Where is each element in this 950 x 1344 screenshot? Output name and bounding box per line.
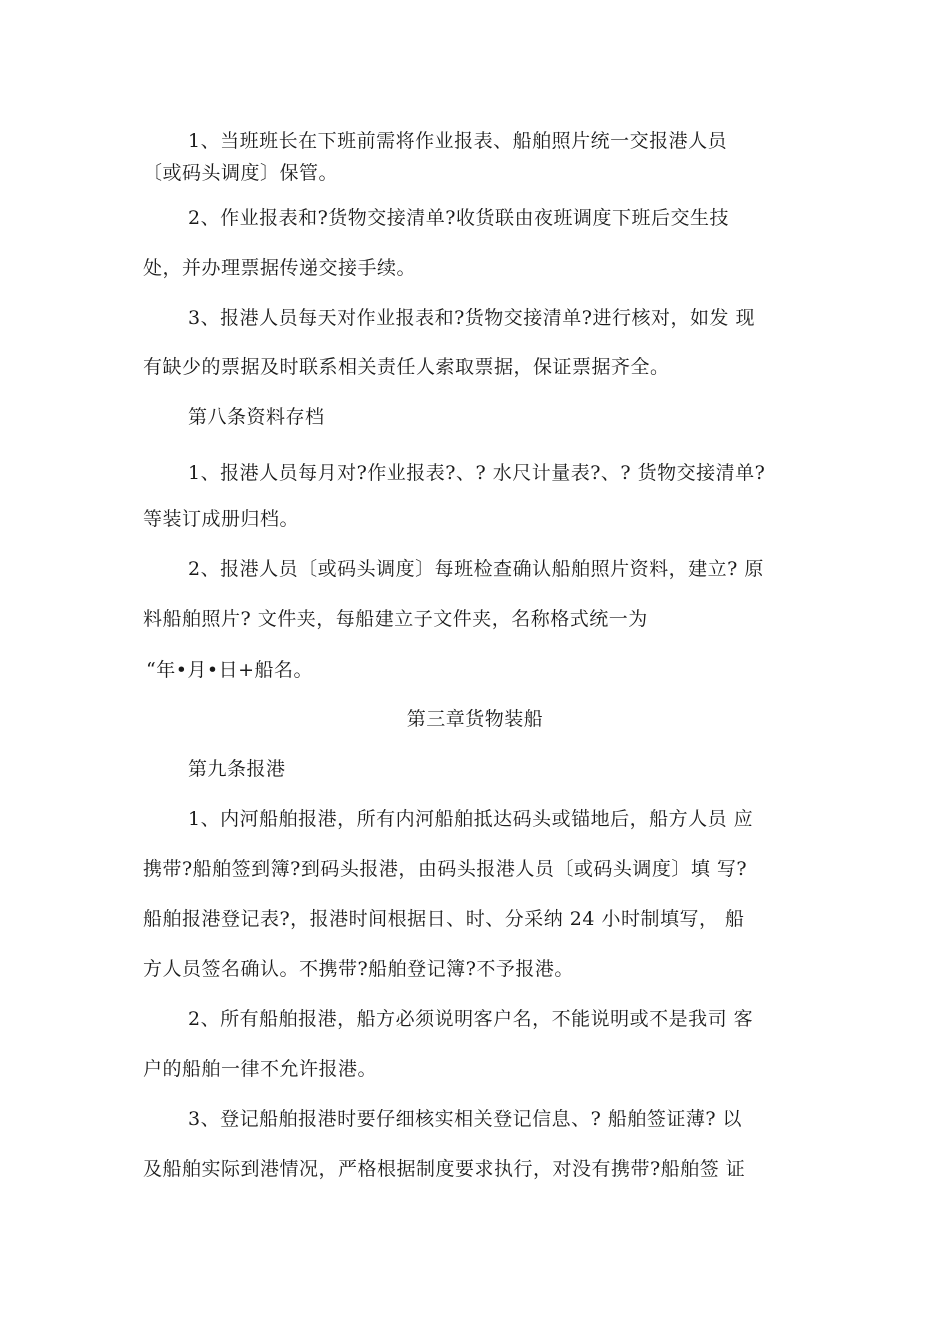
text-line: 携带?船舶签到簿?到码头报港，由码头报港人员〔或码头调度〕填 写? (143, 858, 748, 880)
text-line: 料船舶照片? 文件夹，每船建立子文件夹，名称格式统一为 (143, 608, 648, 630)
section-heading: 第八条资料存档 (188, 406, 325, 428)
text-line: 方人员签名确认。不携带?船舶登记簿?不予报港。 (143, 958, 574, 980)
text-line: 船舶报港登记表?，报港时间根据日、时、分采纳 24 小时制填写， 船 (143, 908, 745, 930)
section-heading: 第九条报港 (188, 758, 286, 780)
text-line: 1、报港人员每月对?作业报表?、? 水尺计量表?、? 货物交接清单? (188, 462, 766, 484)
text-line: 处，并办理票据传递交接手续。 (143, 257, 417, 279)
text-line: 2、所有船舶报港，船方必须说明客户名，不能说明或不是我司 客 (188, 1008, 754, 1030)
text-line: 有缺少的票据及时联系相关责任人索取票据，保证票据齐全。 (143, 356, 670, 378)
text-line: 〔或码头调度〕保管。 (143, 162, 339, 184)
text-line: 3、报港人员每天对作业报表和?货物交接清单?进行核对，如发 现 (188, 307, 756, 329)
text-line: 2、报港人员〔或码头调度〕每班检查确认船舶照片资料，建立? 原 (188, 558, 764, 580)
chapter-heading: 第三章货物装船 (406, 708, 544, 730)
text-line: 及船舶实际到港情况，严格根据制度要求执行，对没有携带?船舶签 证 (143, 1158, 746, 1180)
text-line: 等装订成册归档。 (143, 508, 300, 530)
text-line: 3、登记船舶报港时要仔细核实相关登记信息、? 船舶签证薄? 以 (188, 1108, 743, 1130)
text-line: 2、作业报表和?货物交接清单?收货联由夜班调度下班后交生技 (188, 207, 729, 229)
text-line: 1、内河船舶报港，所有内河船舶抵达码头或锚地后，船方人员 应 (188, 808, 754, 830)
text-line: “年•月•日+船名。 (146, 659, 314, 681)
text-line: 1、当班班长在下班前需将作业报表、船舶照片统一交报港人员 (188, 130, 728, 152)
text-line: 户的船舶一律不允许报港。 (143, 1058, 378, 1080)
